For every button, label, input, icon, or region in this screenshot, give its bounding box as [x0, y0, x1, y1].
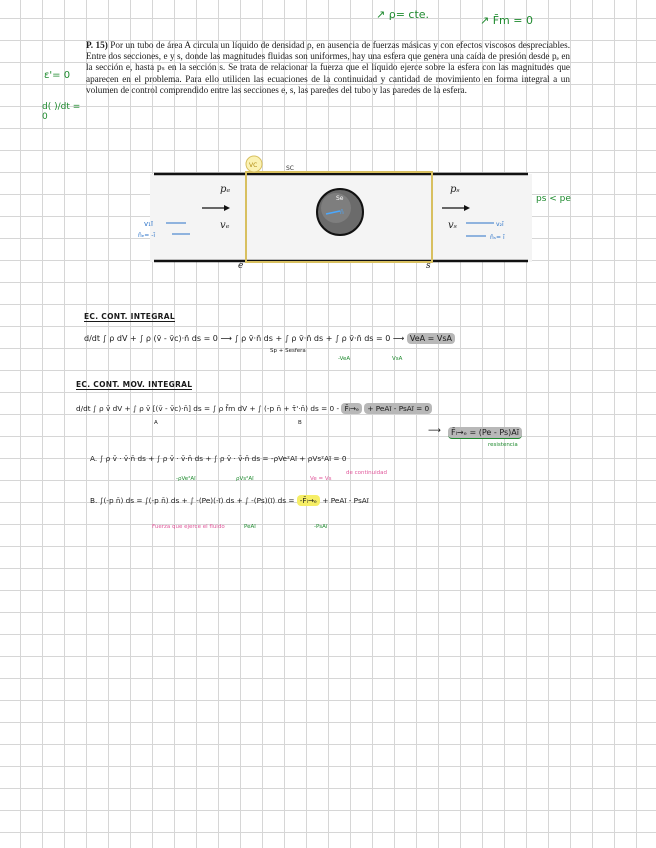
line-a-under-1: -ρVe²Aī	[176, 476, 196, 482]
inflow-velocity-note: v₁ī	[144, 220, 153, 228]
vc-label: VC	[249, 162, 258, 169]
note-eps-zero	[44, 70, 70, 81]
line-b-eq-text: ∫(-p n̄) ds = ∫(-p n̄) ds + ∫ -(Pe)(-ī) ds + ∫ -(Ps)(ī) ds =	[99, 496, 295, 505]
line-a-note: de continuidad	[346, 470, 388, 476]
note-rho-text: ρ= cte.	[388, 8, 430, 21]
momentum-under-b: B	[298, 420, 302, 426]
line-a-label: A.	[90, 454, 98, 463]
note-fm-text: F̄m = 0	[492, 14, 533, 27]
line-b-under-1: Fuerza que ejerce el fluido	[152, 524, 225, 530]
line-b-under-2: PeAī	[244, 524, 256, 530]
line-b-equation	[90, 496, 369, 505]
momentum-result	[448, 428, 522, 437]
section-s-label: s	[426, 261, 431, 271]
sc-label: SC	[286, 165, 294, 172]
line-a-under-2: ρVs²Aī	[236, 476, 254, 482]
line-b-tail: + PeAī - PsAī	[322, 496, 369, 505]
section-e-label: e	[238, 261, 244, 271]
momentum-result-note: resistencia	[488, 442, 518, 448]
line-b-force-term: -F̄ₗ→ₑ	[297, 495, 320, 506]
ps-label: pₛ	[450, 184, 460, 195]
continuity-under-2: -VeA	[338, 356, 351, 362]
continuity-result: VeA = VsA	[407, 333, 455, 344]
pipe-diagram	[138, 156, 532, 274]
line-b-label: B.	[90, 496, 98, 505]
continuity-title: EC. CONT. INTEGRAL	[84, 312, 175, 321]
line-a-equation	[90, 454, 347, 463]
note-fm-zero	[480, 14, 533, 27]
note-arrow-icon: ↗	[376, 8, 386, 21]
note-dt-zero	[42, 102, 82, 122]
problem-label: P. 15)	[86, 40, 108, 50]
continuity-eq-text: d/dt ∫ ρ dV + ∫ ρ (v̄ - v̄c)·n̄ ds = 0 ⟶ ∫ ρ v̄·n̄ ds + ∫ ρ v̄·n̄ ds + ∫ ρ v̄·n̄ ds = 0 ⟶	[84, 334, 405, 343]
outflow-velocity-note: v₂ī	[496, 221, 504, 228]
momentum-result-text: F̄ₗ→ₑ = (Pe - Ps)Aī	[448, 427, 522, 439]
momentum-force-term: F̄ₗ→ₑ	[341, 403, 362, 414]
sphere-normal-label: n̄	[340, 209, 344, 216]
line-a-under-3: Ve = Vs	[310, 476, 332, 482]
note-eps-text: ε'= 0	[44, 70, 71, 81]
note-arrow-icon: ↗	[480, 14, 490, 27]
line-a-eq-text: ∫ ρ v̄ · v̄·n̄ ds + ∫ ρ v̄ · v̄·n̄ ds + ∫ ρ v̄ · v̄·n̄ ds = -ρVe²Aī + ρVs²Aī = 0	[99, 454, 347, 463]
note-dt-text: d( )/dt = 0	[42, 102, 81, 122]
sphere-surface-label: Se	[336, 195, 344, 202]
line-b-under-3: -PsAī	[314, 524, 328, 530]
outflow-normal-note: n̄ₛ= ī	[490, 234, 505, 241]
problem-statement	[86, 40, 570, 96]
continuity-under-1: Sp + Sesfera	[270, 348, 306, 354]
continuity-equation	[84, 334, 455, 343]
momentum-equation	[76, 404, 432, 413]
momentum-result-arrow: ⟶	[428, 426, 441, 436]
note-ps-lt-pe	[536, 194, 571, 204]
momentum-under-a: A	[154, 420, 158, 426]
ve-label: vₑ	[220, 220, 230, 231]
momentum-eq-text: d/dt ∫ ρ v̄ dV + ∫ ρ v̄ [(v̄ - v̄c)·n̄] ds = ∫ ρ f̄m dV + ∫ (-p n̄ + τ̄'·n̄) ds = 0 -	[76, 404, 340, 413]
vs-label: vₛ	[448, 220, 458, 231]
pe-label: pₑ	[220, 184, 231, 195]
momentum-tail: + PeAī - PsAī = 0	[364, 403, 432, 414]
momentum-title: EC. CONT. MOV. INTEGRAL	[76, 380, 193, 389]
inflow-normal-note: n̄ₑ= -ī	[138, 232, 156, 239]
note-rho-constant	[376, 8, 429, 21]
continuity-under-3: VsA	[392, 356, 403, 362]
note-ps-lt-pe-text: ps < pe	[536, 194, 571, 204]
problem-body: Por un tubo de área A circula un líquido de densidad ρ, en ausencia de fuerzas másicas y con efectos viscosos despreciables. Entre dos secciones, e y s, donde las magnitudes fluidas son uniformes, hay una esfera que genera una caída de presión desde pₑ en la sección e, hasta pₛ en la sección s. Se trata de relacionar la fuerza que el líquido ejerce sobre la esfera con las magnitudes que aparecen en el problema. Para ello utilicen las ecuaciones de la continuidad y cantidad de movimiento en forma integral a un volumen de control comprendido entre las secciones e, s, las paredes del tubo y las paredes de la esfera.	[86, 40, 571, 95]
